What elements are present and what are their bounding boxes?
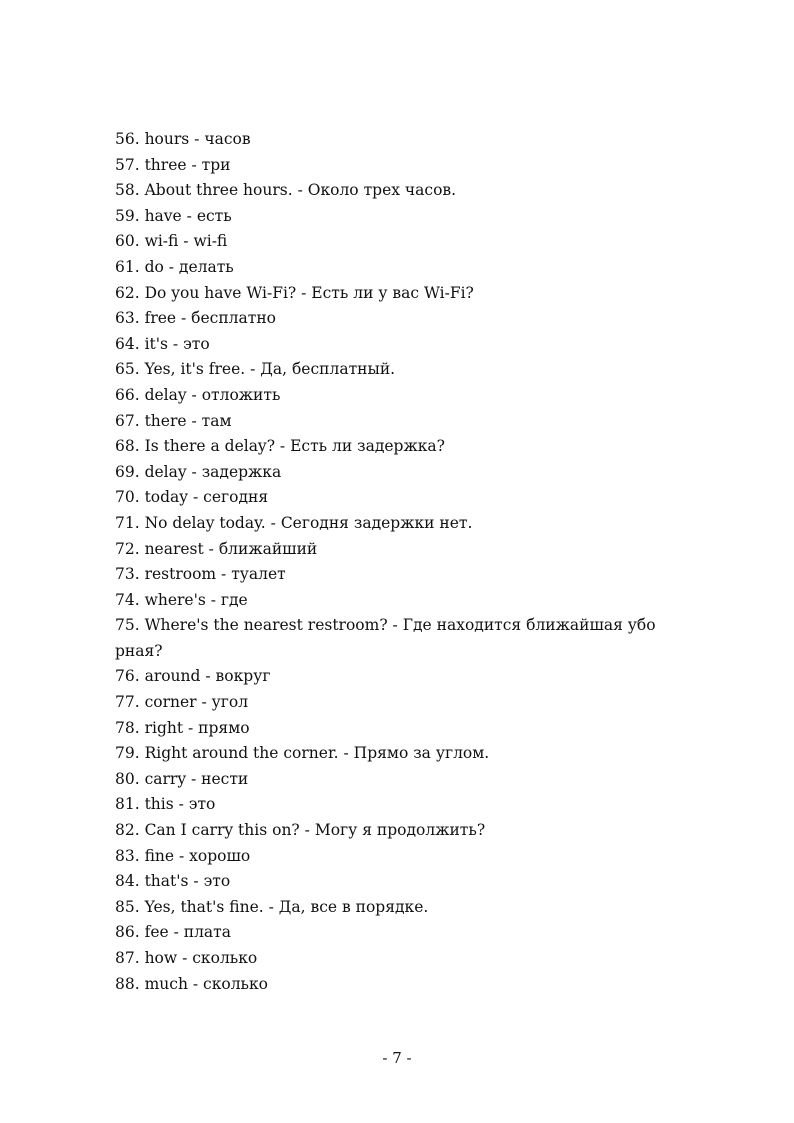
list-item: 73. restroom - туалет [115,565,286,584]
list-item: 68. Is there a delay? - Есть ли задержка? [115,437,445,456]
list-item: 79. Right around the corner. - Прямо за углом. [115,744,490,763]
list-item: 82. Can I carry this on? - Могу я продолжить? [115,821,486,840]
list-item: 84. that's - это [115,872,231,891]
list-item: 83. fine - хорошо [115,846,251,865]
page-number: - 7 - [382,1049,412,1067]
list-item: 59. have - есть [115,206,232,225]
list-item: 87. how - сколько [115,949,258,967]
list-item: 72. nearest - ближайший [115,539,318,558]
list-item: 56. hours - часов [115,130,251,148]
list-item: 77. corner - угол [115,693,249,712]
list-item: 62. Do you have Wi-Fi? - Есть ли у вас Wi-Fi? [115,283,474,302]
list-item: 66. delay - отложить [115,385,281,404]
list-item: 81. this - это [115,795,216,814]
list-item: 69. delay - задержка [115,462,282,481]
list-item: 76. around - вокруг [115,667,271,686]
list-item: 78. right - прямо [115,718,250,737]
list-item: 80. carry - нести [115,769,249,788]
list-item: 67. there - там [115,411,232,430]
list-item: 58. About three hours. - Около трех часов. [115,181,457,200]
list-item: 64. it's - это [115,334,210,353]
list-item: 86. fee - плата [115,923,231,942]
list-item: 74. where's - где [115,590,248,609]
list-item: 61. do - делать [115,257,234,276]
list-item: 71. No delay today. - Сегодня задержки нет. [115,513,473,532]
list-item: 70. today - сегодня [115,488,269,507]
vocabulary-list [115,127,695,997]
list-item: 57. three - три [115,155,231,174]
list-item: 60. wi-fi - wi-fi [115,232,228,251]
list-item: 63. free - бесплатно [115,309,277,328]
list-item: 75. Where's the nearest restroom? - Где находится ближайшая убо рная? [115,616,661,660]
list-item: 85. Yes, that's fine. - Да, все в порядке. [115,897,429,916]
list-item: 88. much - сколько [115,974,269,993]
list-item: 65. Yes, it's free. - Да, бесплатный. [115,360,396,379]
